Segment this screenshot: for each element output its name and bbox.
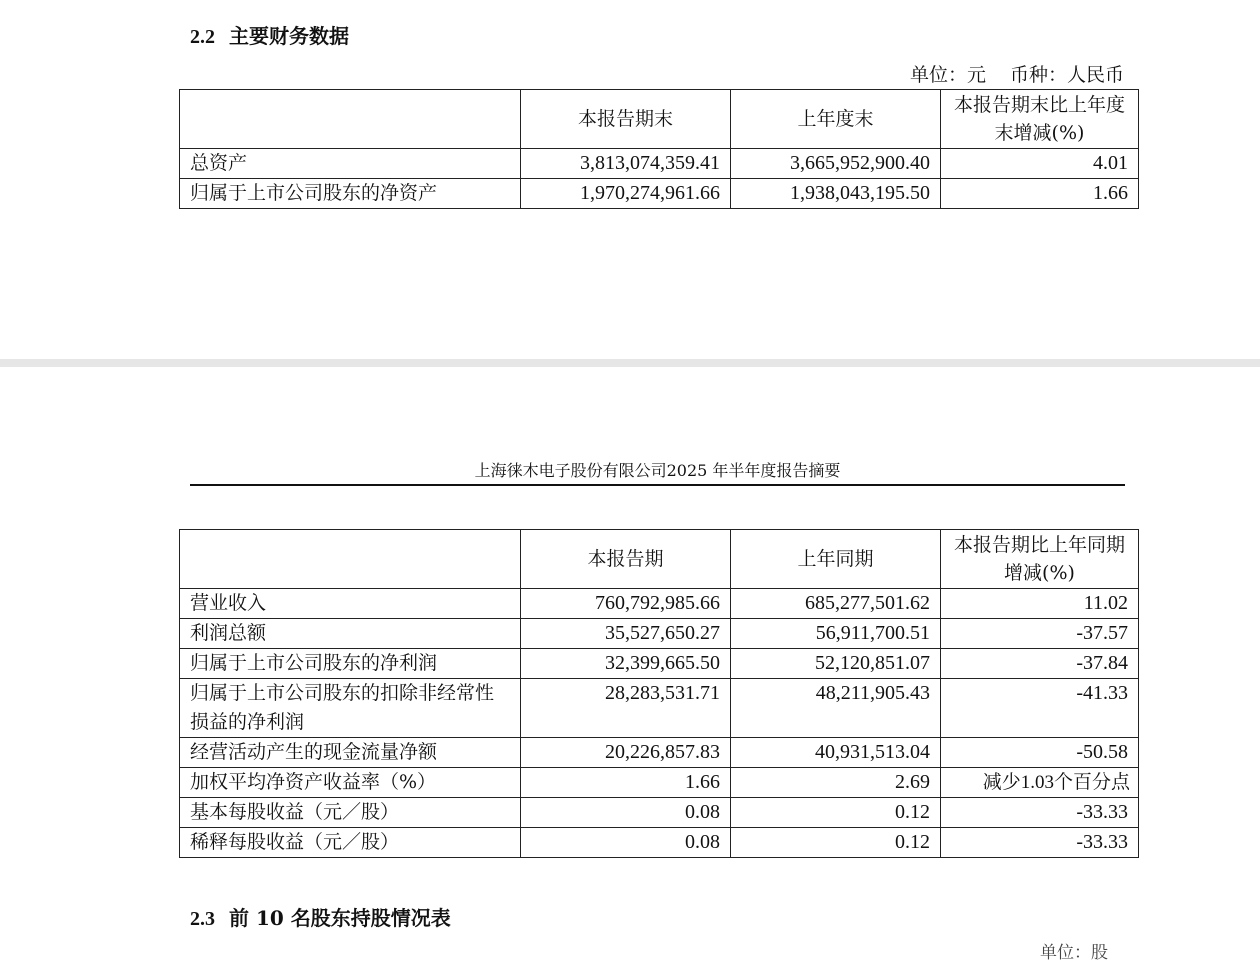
currency-label: 币种：人民币 — [1009, 64, 1124, 86]
cell-value: 0.08 — [521, 798, 731, 828]
table-row — [180, 828, 1139, 858]
row-label: 基本每股收益（元／股） — [180, 798, 521, 828]
row-label: 归属于上市公司股东的净利润 — [180, 649, 521, 679]
partial-unit-text: 单位：股 — [1040, 943, 1108, 963]
section-number: 2.2 — [190, 26, 215, 48]
section-number: 2.3 — [190, 908, 215, 930]
table-header-row — [180, 530, 1139, 589]
row-label: 经营活动产生的现金流量净额 — [180, 738, 521, 768]
running-header: 上海徕木电子股份有限公司2025 年半年度报告摘要 — [474, 461, 841, 480]
cell-value: -33.33 — [941, 798, 1139, 828]
cell-value: 0.08 — [521, 828, 731, 858]
table-row — [180, 149, 1139, 179]
table-row — [180, 798, 1139, 828]
header-cell: 本报告期 — [521, 530, 731, 589]
unit-label: 单位：元 — [909, 64, 986, 86]
table-row — [180, 649, 1139, 679]
cell-value: -41.33 — [941, 679, 1139, 738]
row-label: 归属于上市公司股东的净资产 — [180, 179, 521, 209]
cell-value: 20,226,857.83 — [521, 738, 731, 768]
cell-value: 56,911,700.51 — [731, 619, 941, 649]
cell-value: -33.33 — [941, 828, 1139, 858]
row-label: 稀释每股收益（元／股） — [180, 828, 521, 858]
cell-value: 1,938,043,195.50 — [731, 179, 941, 209]
table-header-row — [180, 90, 1139, 149]
table-row — [180, 768, 1139, 798]
cell-value: 28,283,531.71 — [521, 679, 731, 738]
cell-value: 1.66 — [521, 768, 731, 798]
cell-value: 减少1.03个百分点 — [941, 768, 1139, 798]
section-2-2-heading — [190, 20, 349, 49]
table-row — [180, 619, 1139, 649]
section-title: 前 10 名股东持股情况表 — [229, 906, 451, 930]
cell-value: 35,527,650.27 — [521, 619, 731, 649]
cell-value: -37.84 — [941, 649, 1139, 679]
header-rule — [190, 484, 1125, 486]
header-cell: 上年度末 — [731, 90, 941, 149]
section-2-3-heading — [190, 902, 451, 931]
table-row — [180, 679, 1139, 738]
row-label: 归属于上市公司股东的扣除非经常性损益的净利润 — [180, 679, 521, 738]
section-title: 主要财务数据 — [229, 24, 349, 48]
cell-value: 2.69 — [731, 768, 941, 798]
row-label: 加权平均净资产收益率（%） — [180, 768, 521, 798]
table-row — [180, 589, 1139, 619]
cell-value: 3,813,074,359.41 — [521, 149, 731, 179]
cell-value: 4.01 — [941, 149, 1139, 179]
cell-value: 32,399,665.50 — [521, 649, 731, 679]
unit-currency-line — [910, 60, 1124, 87]
cell-value: 40,931,513.04 — [731, 738, 941, 768]
cell-value: 760,792,985.66 — [521, 589, 731, 619]
table-row — [180, 738, 1139, 768]
cell-value: 11.02 — [941, 589, 1139, 619]
cell-value: 685,277,501.62 — [731, 589, 941, 619]
cell-value: 1.66 — [941, 179, 1139, 209]
balance-sheet-table — [179, 89, 1139, 209]
row-label: 利润总额 — [180, 619, 521, 649]
header-cell — [180, 90, 521, 149]
cell-value: -37.57 — [941, 619, 1139, 649]
header-cell: 本报告期末比上年度末增减(%) — [941, 90, 1139, 149]
row-label: 总资产 — [180, 149, 521, 179]
header-cell: 上年同期 — [731, 530, 941, 589]
page-separator — [0, 359, 1260, 367]
cell-value: 0.12 — [731, 828, 941, 858]
income-table — [179, 529, 1139, 858]
header-cell: 本报告期比上年同期增减(%) — [941, 530, 1139, 589]
cell-value: 0.12 — [731, 798, 941, 828]
cell-value: 52,120,851.07 — [731, 649, 941, 679]
table-row — [180, 179, 1139, 209]
header-cell — [180, 530, 521, 589]
cell-value: 3,665,952,900.40 — [731, 149, 941, 179]
cell-value: 1,970,274,961.66 — [521, 179, 731, 209]
cell-value: 48,211,905.43 — [731, 679, 941, 738]
header-cell: 本报告期末 — [521, 90, 731, 149]
row-label: 营业收入 — [180, 589, 521, 619]
cell-value: -50.58 — [941, 738, 1139, 768]
